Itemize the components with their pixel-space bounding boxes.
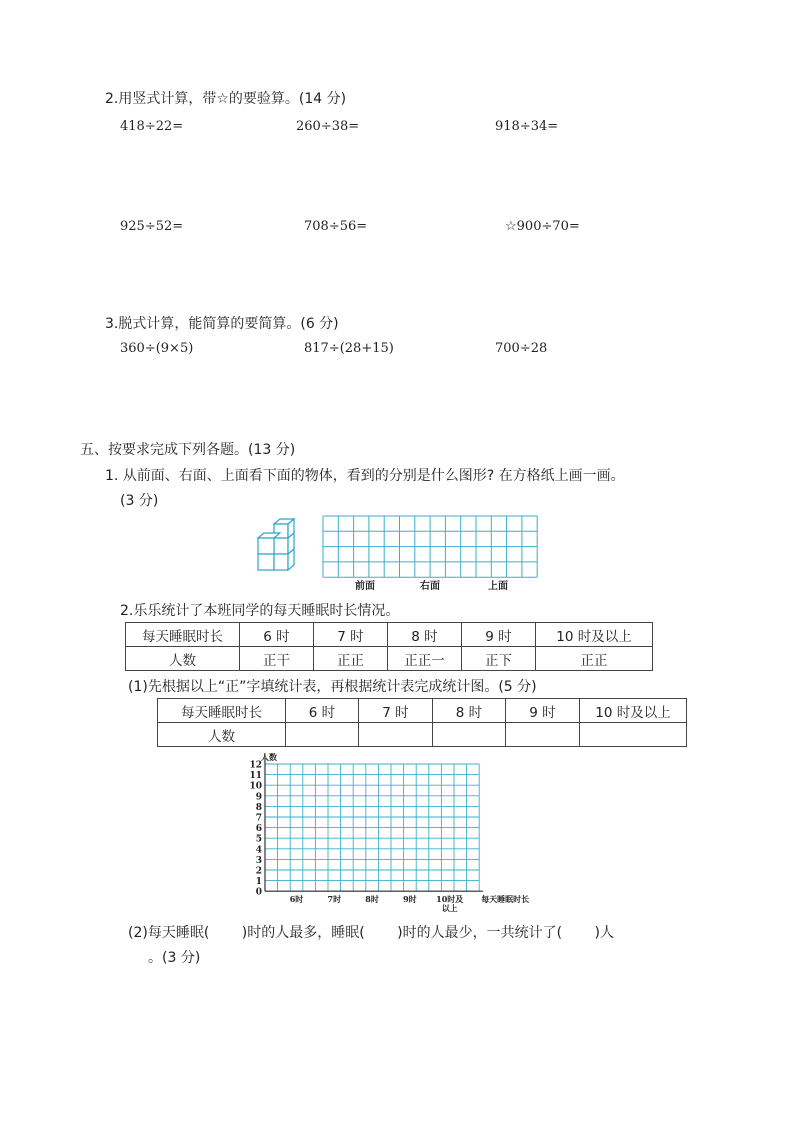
- q2-title: 2.用竖式计算，带☆的要验算。(14 分): [105, 91, 347, 107]
- y-tick-label: 7: [255, 813, 262, 824]
- stat-data-row: [158, 723, 687, 747]
- y-tick-label: 0: [255, 887, 262, 898]
- x-axis-label: 每天睡眠时长: [481, 894, 530, 905]
- stat-header-row: [158, 699, 687, 723]
- tally-cell: 正正: [314, 647, 388, 671]
- x-tick-label-line2: 以上: [441, 903, 458, 914]
- x-tick-label: 10时及: [436, 894, 464, 905]
- y-tick-label: 10: [249, 781, 262, 792]
- x-tick-label: 6时: [289, 894, 304, 905]
- y-tick-label: 9: [255, 792, 262, 803]
- stat-input-cell-8h[interactable]: [433, 723, 506, 747]
- grid-label-right: 右面: [420, 581, 440, 592]
- tally-cell: 正下: [462, 647, 536, 671]
- stat-table: [157, 698, 687, 747]
- stat-input-cell-10h[interactable]: [580, 723, 687, 747]
- grid-label-top: 上面: [488, 581, 508, 592]
- tally-data-row: [126, 647, 653, 671]
- p1-line1: 1. 从前面、右面、上面看下面的物体，看到的分别是什么图形? 在方格纸上画一画。: [105, 468, 625, 484]
- y-tick-label: 12: [249, 760, 262, 771]
- stat-header-cell: 每天睡眠时长: [158, 699, 286, 723]
- tally-cell: 正干: [240, 647, 314, 671]
- tally-header-cell: 10 时及以上: [536, 623, 653, 647]
- q2-expr-2: 260÷38=: [296, 119, 360, 134]
- tally-row-label: 人数: [126, 647, 240, 671]
- stat-header-cell: 8 时: [433, 699, 506, 723]
- chart-grid: [265, 764, 479, 891]
- tally-header-cell: 每天睡眠时长: [126, 623, 240, 647]
- x-tick-label: 9时: [403, 894, 417, 905]
- q2-expr-1: 418÷22=: [120, 119, 184, 134]
- cube-stack-drawing: [256, 518, 296, 574]
- grid-lines: [323, 516, 537, 577]
- stat-header-cell: 6 时: [286, 699, 359, 723]
- tally-header-cell: 8 时: [388, 623, 462, 647]
- y-tick-label: 2: [255, 866, 262, 877]
- q2-expr-5: 708÷56=: [304, 219, 368, 234]
- stat-header-cell: 9 时: [506, 699, 580, 723]
- tally-header-cell: 9 时: [462, 623, 536, 647]
- y-tick-label: 6: [255, 824, 262, 835]
- q2-expr-6: ☆900÷70=: [505, 219, 580, 234]
- stat-header-cell: 7 时: [359, 699, 433, 723]
- q3-expr-2: 817÷(28+15): [304, 341, 394, 356]
- tally-table: [125, 622, 653, 671]
- y-tick-label: 11: [249, 771, 262, 782]
- section5-heading: 五、按要求完成下列各题。(13 分): [80, 442, 296, 458]
- stat-input-cell-9h[interactable]: [506, 723, 580, 747]
- y-tick-label: 8: [255, 802, 262, 813]
- p1-line2: (3 分): [120, 493, 159, 509]
- stat-input-cell-6h[interactable]: [286, 723, 359, 747]
- q3-expr-3: 700÷28: [495, 341, 548, 356]
- x-tick-label: 8时: [365, 894, 379, 905]
- p2-title: 2.乐乐统计了本班同学的每天睡眠时长情况。: [120, 603, 400, 619]
- stat-input-cell-7h[interactable]: [359, 723, 433, 747]
- sub2-line1: (2)每天睡眠( )时的人最多，睡眠( )时的人最少，一共统计了( )人: [128, 925, 614, 941]
- stat-header-cell: 10 时及以上: [580, 699, 687, 723]
- y-tick-label: 3: [255, 855, 262, 866]
- tally-header-row: [126, 623, 653, 647]
- y-tick-label: 5: [255, 834, 262, 845]
- cube-stack-figure: [256, 518, 296, 574]
- tally-header-cell: 7 时: [314, 623, 388, 647]
- x-tick-label: 7时: [327, 894, 342, 905]
- drawing-grid-lines: [322, 515, 540, 580]
- y-tick-label: 1: [255, 877, 262, 888]
- q2-expr-4: 925÷52=: [120, 219, 184, 234]
- bar-chart-svg: [245, 750, 555, 920]
- q2-expr-3: 918÷34=: [495, 119, 559, 134]
- y-axis-label: 人数: [261, 752, 277, 762]
- y-tick-label: 4: [255, 845, 262, 856]
- q3-expr-1: 360÷(9×5): [120, 341, 194, 356]
- bar-chart[interactable]: [245, 750, 555, 920]
- sub1-text: (1)先根据以上“正”字填统计表，再根据统计表完成统计图。(5 分): [128, 679, 537, 695]
- q3-title: 3.脱式计算，能简算的要简算。(6 分): [105, 316, 339, 332]
- tally-cell: 正正: [536, 647, 653, 671]
- drawing-grid[interactable]: [322, 515, 540, 584]
- tally-cell: 正正一: [388, 647, 462, 671]
- tally-header-cell: 6 时: [240, 623, 314, 647]
- stat-row-label: 人数: [158, 723, 286, 747]
- grid-label-front: 前面: [355, 581, 375, 592]
- sub2-line2: 。(3 分): [148, 950, 201, 966]
